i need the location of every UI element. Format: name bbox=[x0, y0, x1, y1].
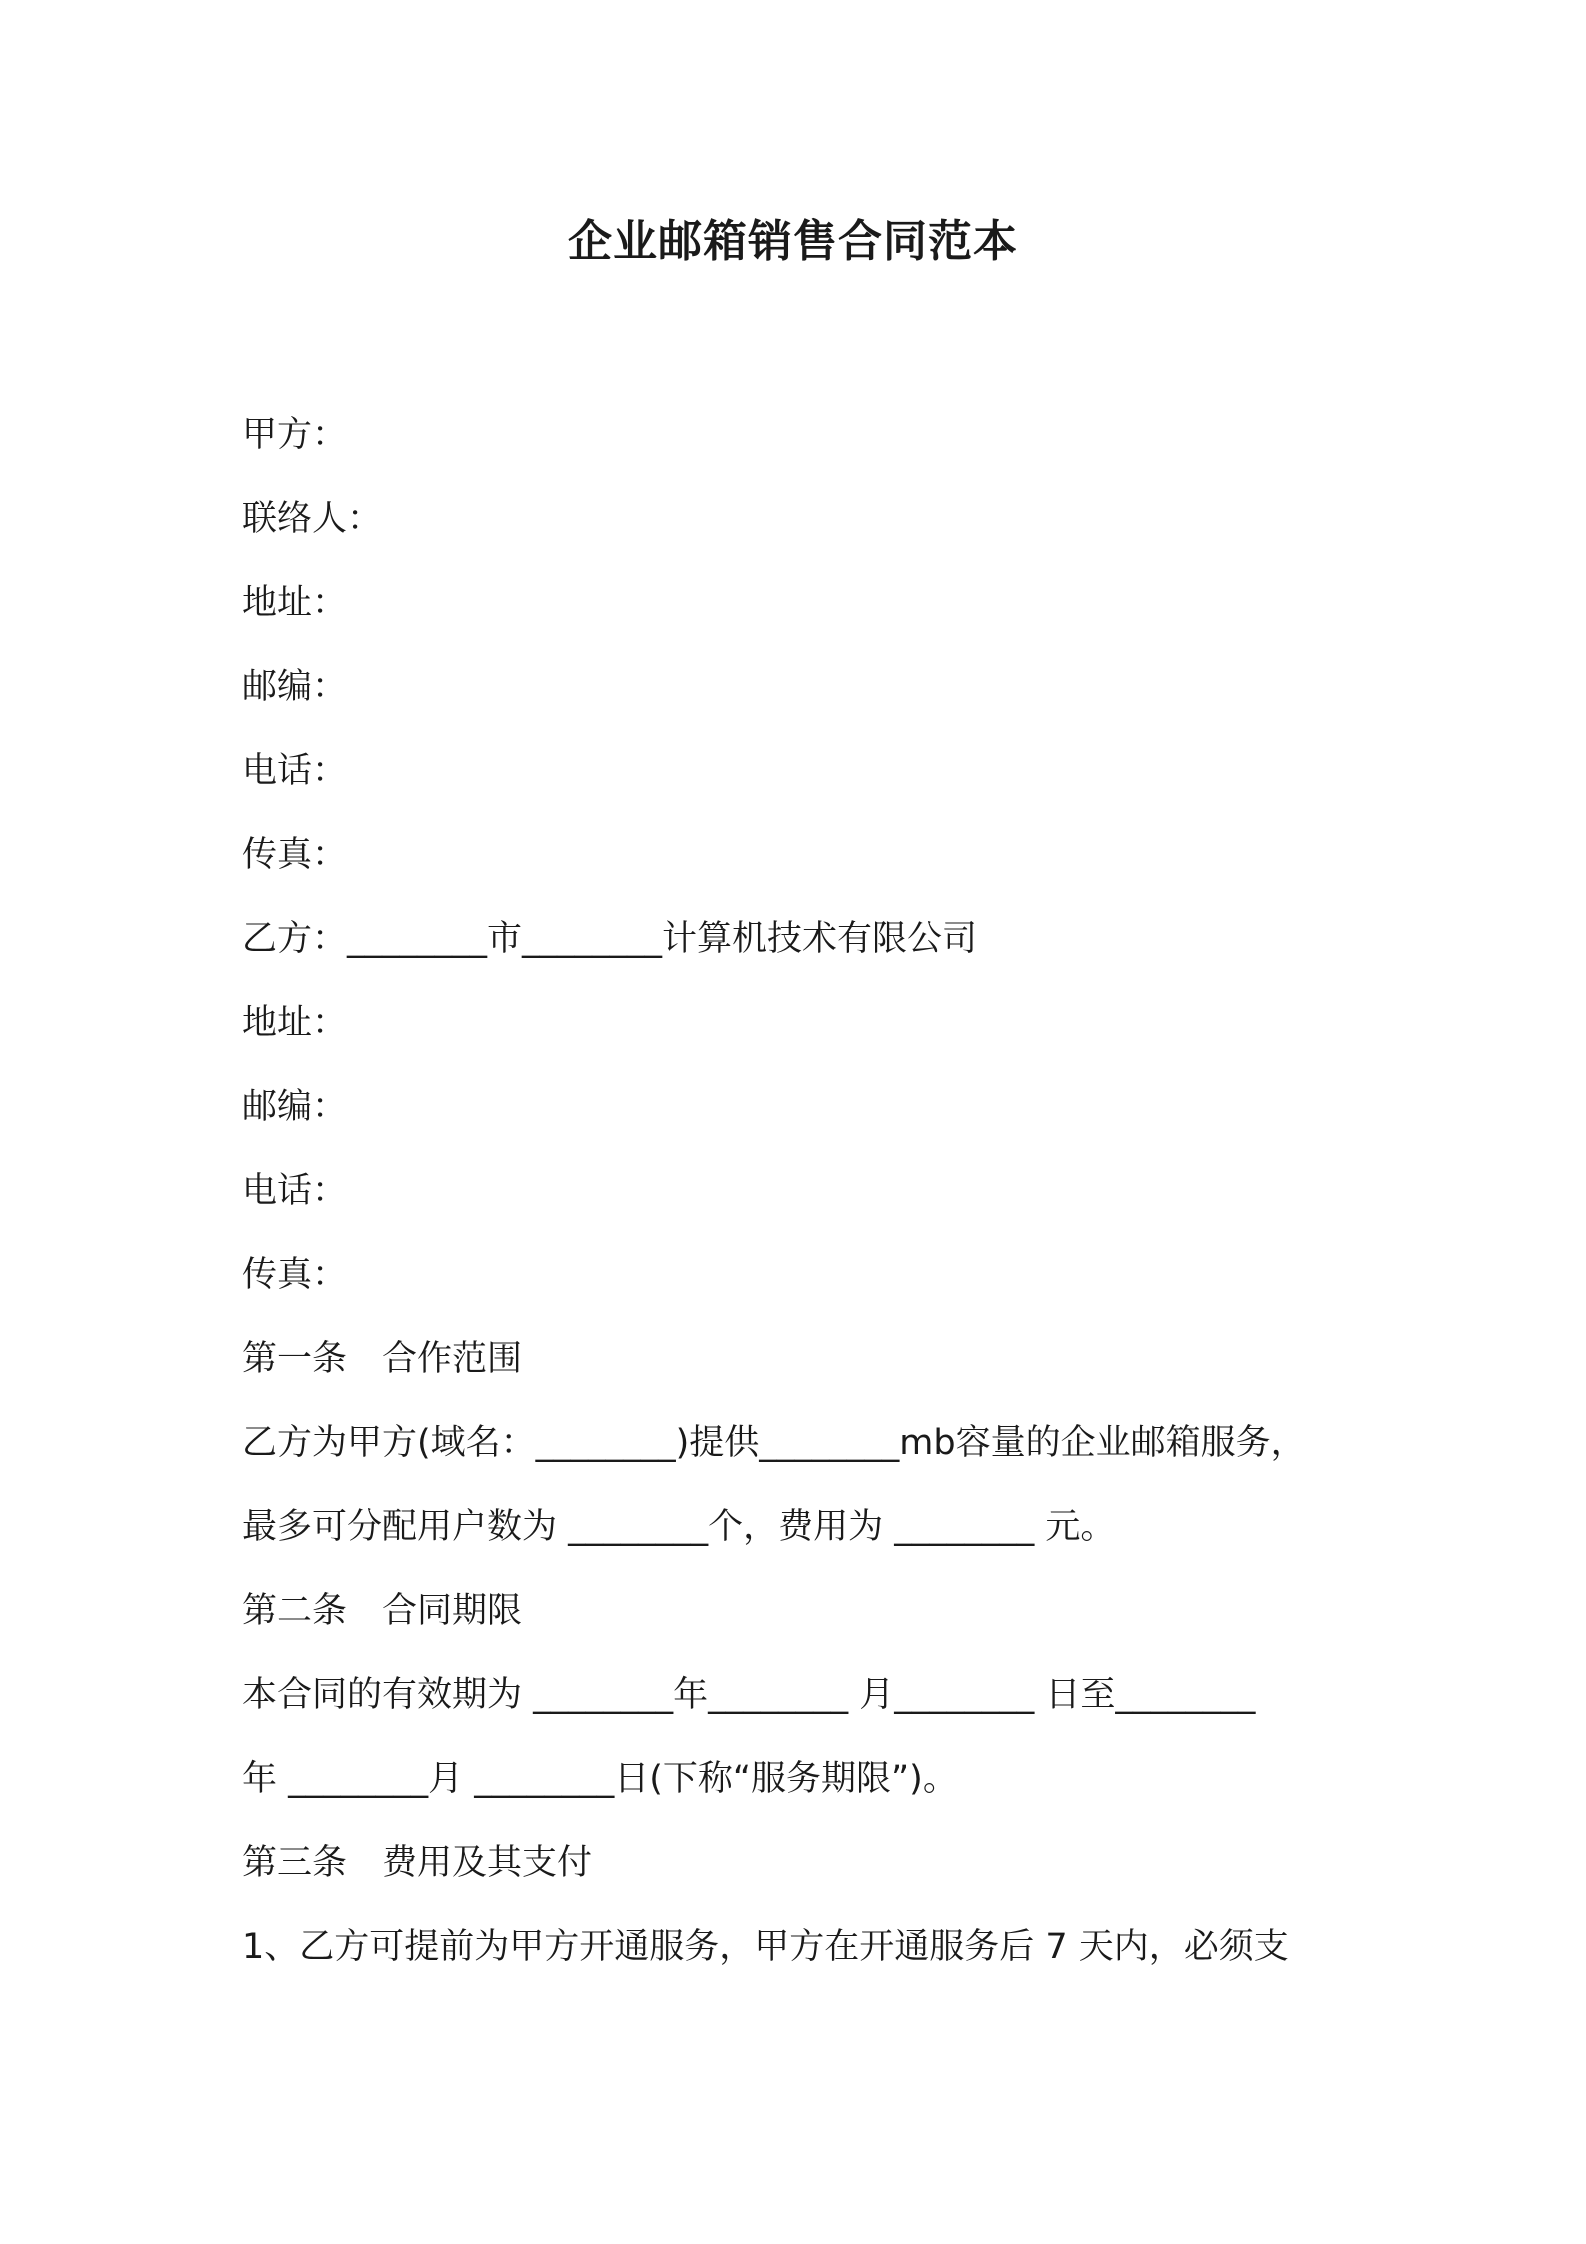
party-a-address: 地址： bbox=[242, 583, 348, 623]
party-a-fax: 传真： bbox=[242, 835, 348, 875]
article-2-text-line-1: 本合同的有效期为 ________年________ 月________ 日至________ bbox=[242, 1675, 1256, 1715]
party-b-address: 地址： bbox=[242, 1003, 348, 1043]
article-2-heading: 第二条 合同期限 bbox=[242, 1591, 523, 1631]
article-1-heading: 第一条 合作范围 bbox=[242, 1339, 523, 1379]
party-a-phone: 电话： bbox=[242, 751, 348, 791]
article-2-text-line-2: 年 ________月 ________日(下称“服务期限”)。 bbox=[242, 1759, 958, 1799]
party-b-phone: 电话： bbox=[242, 1171, 348, 1211]
party-a-contact: 联络人： bbox=[242, 499, 383, 539]
party-b-label: 乙方：________市________计算机技术有限公司 bbox=[242, 919, 978, 959]
party-b-fax: 传真： bbox=[242, 1255, 348, 1295]
party-a-label: 甲方： bbox=[242, 415, 348, 455]
party-a-postcode: 邮编： bbox=[242, 667, 348, 707]
article-3-heading: 第三条 费用及其支付 bbox=[242, 1843, 593, 1883]
article-1-text-line-1: 乙方为甲方(域名：________)提供________mb容量的企业邮箱服务， bbox=[242, 1423, 1306, 1463]
document-title: 企业邮箱销售合同范本 bbox=[568, 216, 1018, 267]
article-3-text-line-1: 1、乙方可提前为甲方开通服务，甲方在开通服务后 7 天内，必须支 bbox=[242, 1927, 1289, 1967]
article-1-text-line-2: 最多可分配用户数为 ________个，费用为 ________ 元。 bbox=[242, 1507, 1116, 1547]
party-b-postcode: 邮编： bbox=[242, 1087, 348, 1127]
